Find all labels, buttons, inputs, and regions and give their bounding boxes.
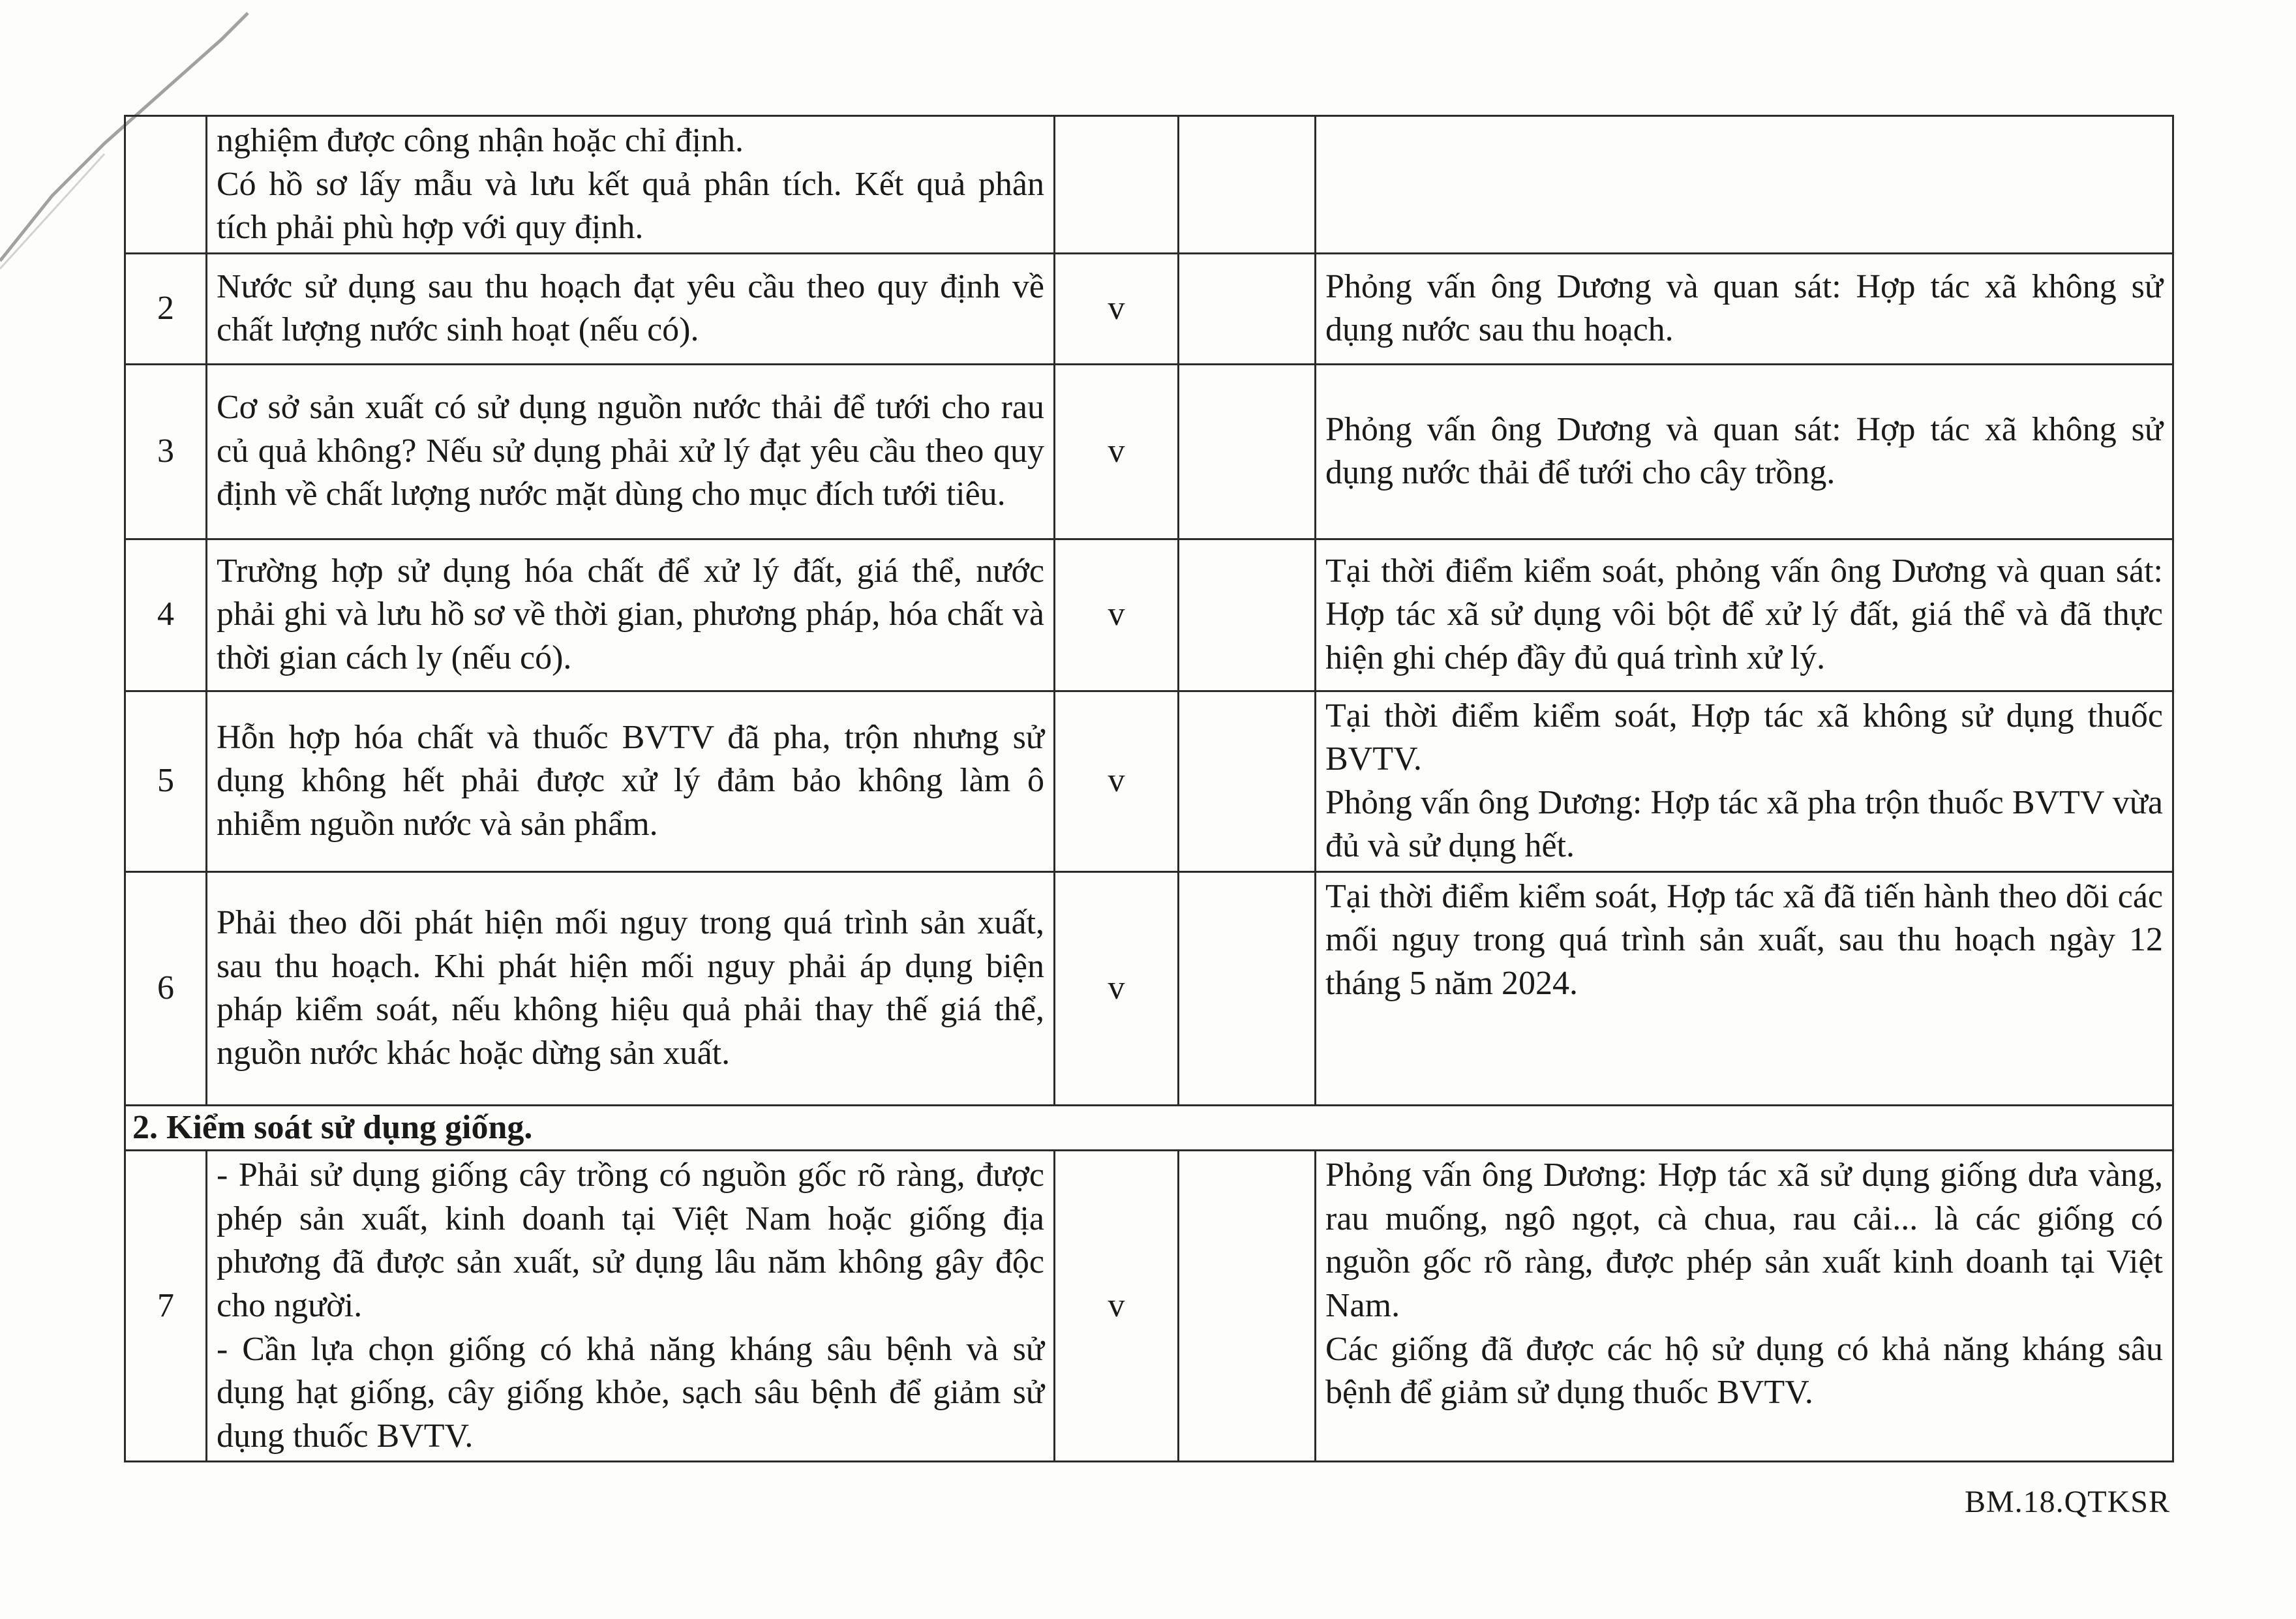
row-number: 4 <box>125 539 207 691</box>
row-number: 2 <box>125 253 207 364</box>
note-text: Tại thời điểm kiểm soát, Hợp tác xã không sử dụng thuốc BVTV. <box>1325 697 2163 778</box>
table-row <box>125 871 2173 1105</box>
compliant-mark: v <box>1055 539 1179 691</box>
row-number: 7 <box>125 1151 207 1462</box>
row-number: 5 <box>125 691 207 871</box>
note-cell <box>1316 1151 2173 1462</box>
requirement-text: - Cần lựa chọn giống có khả năng kháng sâu bệnh và sử dụng hạt giống, cây giống khỏe, sạch sâu bệnh để giảm sử dụng thuốc BVTV. <box>217 1330 1044 1455</box>
row-number <box>125 116 207 254</box>
requirement-cell <box>207 871 1055 1105</box>
note-text: Các giống đã được các hộ sử dụng có khả năng kháng sâu bệnh để giảm sử dụng thuốc BVTV. <box>1325 1330 2163 1412</box>
noncompliant-mark <box>1179 253 1316 364</box>
requirement-text: nghiệm được công nhận hoặc chỉ định. <box>217 122 744 159</box>
noncompliant-mark <box>1179 871 1316 1105</box>
requirement-text: Trường hợp sử dụng hóa chất để xử lý đất, giá thể, nước phải ghi và lưu hồ sơ về thời gian, phương pháp, hóa chất và thời gian cách ly (nếu có). <box>217 552 1044 676</box>
note-text: Phỏng vấn ông Dương và quan sát: Hợp tác xã không sử dụng nước sau thu hoạch. <box>1325 267 2163 349</box>
noncompliant-mark <box>1179 1151 1316 1462</box>
requirement-text: Hỗn hợp hóa chất và thuốc BVTV đã pha, trộn nhưng sử dụng không hết phải được xử lý đảm bảo không làm ô nhiễm nguồn nước và sản phẩm. <box>217 718 1044 843</box>
requirement-cell <box>207 364 1055 539</box>
requirement-cell <box>207 1151 1055 1462</box>
table-row <box>125 691 2173 871</box>
requirement-text: Cơ sở sản xuất có sử dụng nguồn nước thải để tưới cho rau củ quả không? Nếu sử dụng phải xử lý đạt yêu cầu theo quy định về chất lượng nước mặt dùng cho mục đích tưới tiêu. <box>217 389 1044 513</box>
note-cell <box>1316 253 2173 364</box>
checklist-body <box>125 116 2173 1462</box>
requirement-text: Nước sử dụng sau thu hoạch đạt yêu cầu theo quy định về chất lượng nước sinh hoạt (nếu có). <box>217 267 1044 349</box>
noncompliant-mark <box>1179 539 1316 691</box>
control-checklist-table <box>124 115 2174 1462</box>
section-title: 2. Kiểm soát sử dụng giống. <box>125 1105 2173 1151</box>
noncompliant-mark <box>1179 691 1316 871</box>
note-cell <box>1316 691 2173 871</box>
compliant-mark: v <box>1055 691 1179 871</box>
note-cell <box>1316 116 2173 254</box>
requirement-cell <box>207 539 1055 691</box>
table-row <box>125 116 2173 254</box>
form-code: BM.18.QTKSR <box>1964 1485 2170 1519</box>
requirement-cell <box>207 253 1055 364</box>
table-row <box>125 253 2173 364</box>
requirement-cell <box>207 691 1055 871</box>
note-cell <box>1316 539 2173 691</box>
note-text: Tại thời điểm kiểm soát, Hợp tác xã đã tiến hành theo dõi các mối nguy trong quá trình sản xuất, sau thu hoạch ngày 12 tháng 5 năm 2024. <box>1325 877 2163 1002</box>
row-number: 3 <box>125 364 207 539</box>
compliant-mark: v <box>1055 364 1179 539</box>
section-header-row <box>125 1105 2173 1151</box>
noncompliant-mark <box>1179 116 1316 254</box>
row-number: 6 <box>125 871 207 1105</box>
requirement-text: Phải theo dõi phát hiện mối nguy trong quá trình sản xuất, sau thu hoạch. Khi phát hiện mối nguy phải áp dụng biện pháp kiểm soát, nếu không hiệu quả phải thay thế giá thể, nguồn nước khác hoặc dừng sản xuất. <box>217 904 1044 1072</box>
compliant-mark: v <box>1055 1151 1179 1462</box>
table-row <box>125 364 2173 539</box>
note-text: Phỏng vấn ông Dương và quan sát: Hợp tác xã không sử dụng nước thải để tưới cho cây trồng. <box>1325 410 2163 492</box>
compliant-mark: v <box>1055 253 1179 364</box>
noncompliant-mark <box>1179 364 1316 539</box>
requirement-cell <box>207 116 1055 254</box>
note-cell <box>1316 871 2173 1105</box>
requirement-text: - Phải sử dụng giống cây trồng có nguồn gốc rõ ràng, được phép sản xuất, kinh doanh tại Việt Nam hoặc giống địa phương đã được sản xuất, sử dụng lâu năm không gây độc cho người. <box>217 1157 1044 1325</box>
compliant-mark <box>1055 116 1179 254</box>
note-text: Tại thời điểm kiểm soát, phỏng vấn ông Dương và quan sát: Hợp tác xã sử dụng vôi bột để xử lý đất, giá thể và đã thực hiện ghi chép đầy đủ quá trình xử lý. <box>1325 552 2163 676</box>
table-row <box>125 1151 2173 1462</box>
note-text: Phỏng vấn ông Dương: Hợp tác xã sử dụng giống dưa vàng, rau muống, ngô ngọt, cà chua, rau cải... là các giống có nguồn gốc rõ ràng, được phép sản xuất kinh doanh tại Việt Nam. <box>1325 1157 2163 1325</box>
compliant-mark: v <box>1055 871 1179 1105</box>
note-cell <box>1316 364 2173 539</box>
note-text: Phỏng vấn ông Dương: Hợp tác xã pha trộn thuốc BVTV vừa đủ và sử dụng hết. <box>1325 783 2163 865</box>
table-row <box>125 539 2173 691</box>
requirement-text: Có hồ sơ lấy mẫu và lưu kết quả phân tích. Kết quả phân tích phải phù hợp với quy định. <box>217 165 1044 247</box>
